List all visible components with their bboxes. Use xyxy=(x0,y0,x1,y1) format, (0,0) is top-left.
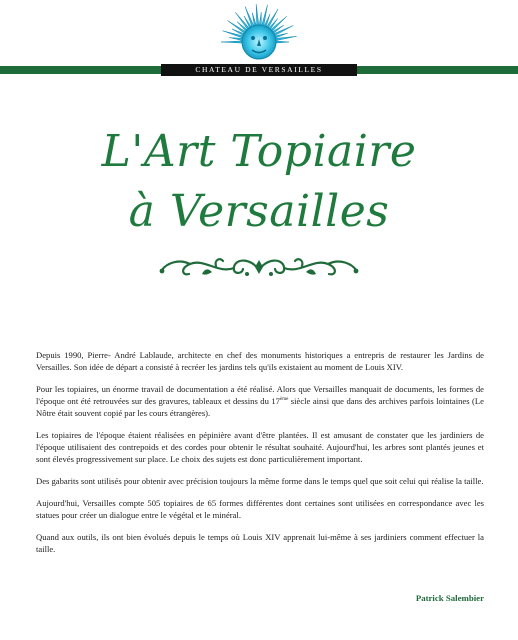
sun-ray xyxy=(223,31,244,39)
paragraph-2-part-a: Pour les topiaires, un énorme travail de documentation a été réalisé. Alors que Versailles manquait de documents, les formes de l'époque ont été retrouvées sur des gravures, tableaux et dessins du 17 xyxy=(36,384,484,406)
paragraph-4: Des gabarits sont utilisés pour obtenir avec précision toujours la même forme dans le temps quel que soit celui qui réalise la taille. xyxy=(36,475,484,486)
sun-ray xyxy=(275,41,289,43)
paragraph-3: Les topiaires de l'époque étaient réalisées en pépinière avant d'être plantées. Il est amusant de constater que les jardiniers de l'époque utilisaient des contrepoids et des cordes pour obtenir le résultat souhaité. Aujourd'hui, les arbres sont plantés jeunes et sont élevés progressivement sur place. Le choix des sujets est donc particulièrement important. xyxy=(36,429,484,464)
sun-ray xyxy=(256,4,259,26)
paragraph-1: Depuis 1990, Pierre- André Lablaude, architecte en chef des monuments historiques a entrepris de restaurer les Jardins de Versailles. Son idée de départ a consisté à recréer les jardins tels qu'ils existaient au moment de Louis XIV. xyxy=(36,350,484,372)
scroll-ornament-icon xyxy=(156,254,362,280)
page-title-line-1: L'Art Topiaire xyxy=(101,126,417,177)
sun-ray xyxy=(259,12,261,26)
paragraph-6: Quand aux outils, ils ont bien évolués depuis le temps où Louis XIV apprenait lui-même à ses jardiniers comment effectuer la taille. xyxy=(36,532,484,555)
paragraph-2-part-b: siècle ainsi que dans des archives parfois lointaines (Le Nôtre était souvent copié par les cours étrangères). xyxy=(36,395,484,418)
sun-face-icon xyxy=(206,2,312,68)
paragraph-2 xyxy=(36,384,484,419)
page-title-line-2: à Versailles xyxy=(128,186,390,237)
superscript-eme: ème xyxy=(279,397,289,403)
chateau-label: CHATEAU DE VERSAILLES xyxy=(161,64,357,76)
sun-ray xyxy=(229,38,243,41)
author-signature: Patrick Salembier xyxy=(415,593,484,603)
sun-ray xyxy=(221,41,243,43)
paragraph-5: Aujourd'hui, Versailles compte 505 topiaires de 65 formes différentes dont certaines sont utilisées en correspondance avec les statues pour créer un dialogue entre le végétal et le minéral. xyxy=(36,498,484,520)
article-body xyxy=(36,350,484,566)
